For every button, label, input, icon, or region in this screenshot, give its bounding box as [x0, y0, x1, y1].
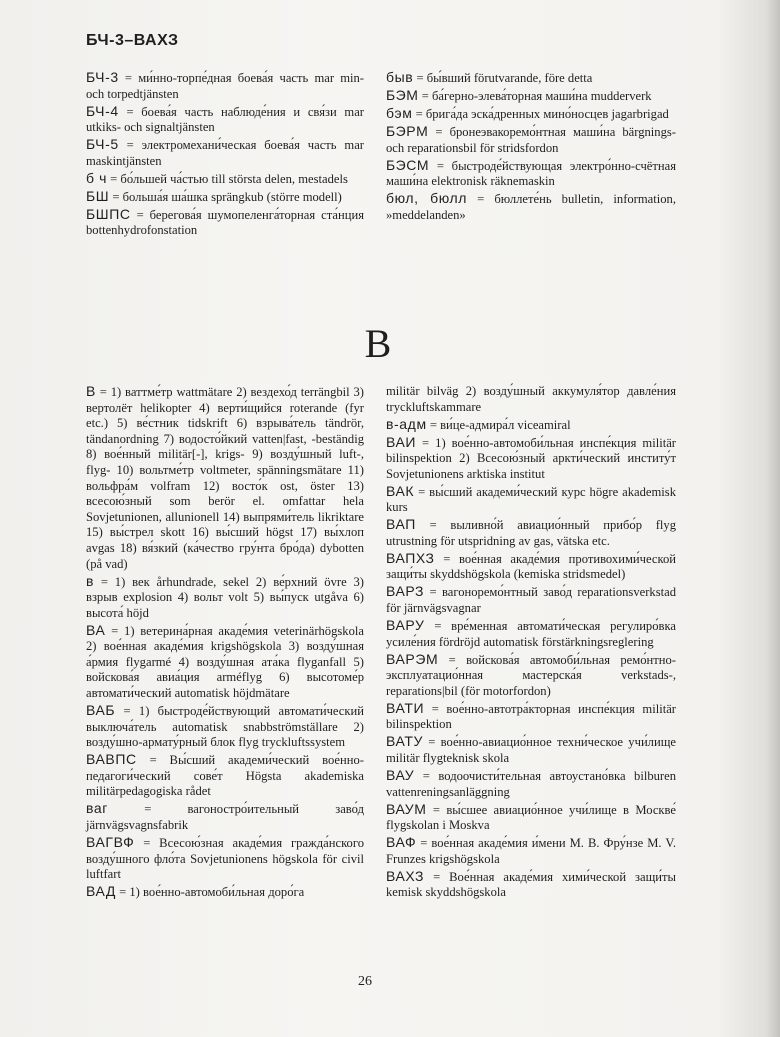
entry-definition: = вре́менная автомати́ческая регулиро́вка усиле́ния fördröjd automatisk förstärkningsreglering	[386, 619, 676, 649]
entry-definition: = вое́нная акаде́мия и́мени М. В. Фру́нзе M. V. Frunzes krigshögskola	[386, 836, 676, 866]
entry-definition: = вагоноремо́нтный заво́д reparationsverkstad för järnvägsvagnar	[386, 585, 676, 616]
entry-definition: = водоочисти́тельная автоустано́вка bilburen vattenreningsanläggning	[386, 768, 676, 799]
entry-headword: БЧ-4	[86, 102, 119, 119]
entry-headword: В	[86, 383, 96, 399]
entry-definition: = Всесою́зная акаде́мия гражда́нского возду́шного фло́та Sovjetunionens högskola för civil luftfart	[86, 835, 364, 882]
entry-headword: ВАУ	[386, 766, 415, 783]
entry-headword: БЭРМ	[386, 122, 429, 139]
dictionary-entry	[86, 801, 364, 833]
entry-headword: ВАУМ	[386, 800, 427, 817]
entry-definition: = Вы́сший академи́ческий вое́нно-педагоги́ческий сове́т Högsta akademiska militärpedagogiska rådet	[86, 753, 364, 799]
running-head: БЧ-3–ВАХЗ	[86, 32, 179, 49]
entry-definition: = ми́нно-торпе́дная боева́я часть mar min- och torpedtjänsten	[86, 71, 364, 101]
entry-definition: = ви́це-адмира́л viceamiral	[426, 417, 571, 432]
entry-definition: = вы́сшее авиацио́нное учи́лище в Москве́ flygskolan i Moskva	[386, 802, 676, 833]
entry-headword: ВАРЭМ	[386, 650, 439, 667]
dictionary-entry	[386, 835, 676, 867]
entry-definition: = вагоностро́ительный заво́д järnvägsvagnsfabrik	[86, 802, 364, 832]
entry-headword: ВАБ	[86, 702, 116, 719]
entry-headword: ВАТИ	[386, 699, 425, 716]
entry-headword: б ч	[86, 169, 108, 186]
entry-headword: ВАФ	[386, 834, 417, 851]
dictionary-entry	[386, 158, 676, 190]
dictionary-entry	[386, 802, 676, 834]
entry-headword: БШПС	[86, 205, 131, 222]
entry-definition: = Вое́нная акаде́мия хими́ческой защи́ты kemisk skyddshögskola	[386, 869, 676, 900]
column-bottom-left	[86, 384, 364, 902]
entry-definition: = брига́да эска́дренных мино́носцев jagarbrigad	[412, 106, 669, 121]
dictionary-entry	[386, 701, 676, 733]
entry-definition: = вы́сший академи́ческий курс högre akademisk kurs	[386, 484, 676, 515]
entry-headword: БЭМ	[386, 86, 419, 103]
dictionary-entry	[386, 124, 676, 156]
entry-definition: = вое́нная акаде́мия противохими́ческой защи́ты skyddshögskola (kemiska stridsmedel)	[386, 551, 676, 582]
column-bottom-right	[386, 384, 676, 902]
dictionary-entry	[86, 104, 364, 136]
dictionary-entry	[86, 835, 364, 883]
entry-headword: ВАРЗ	[386, 583, 425, 600]
dictionary-entry	[86, 137, 364, 169]
dictionary-entry	[386, 734, 676, 766]
dictionary-entry	[86, 189, 364, 206]
entry-definition: = электромехани́ческая боева́я часть mar maskintjänsten	[86, 138, 364, 168]
entry-definition: = вое́нно-автотра́кторная инспе́кция militär bilinspektion	[386, 701, 676, 732]
entry-definition: = больша́я ша́шка sprängkub (större modell)	[109, 189, 342, 204]
page-number: 26	[358, 974, 372, 989]
dictionary-entry	[86, 884, 364, 901]
entry-definition: = вое́нно-авиацио́нное техни́ческое учи́лище militär flygteknisk skola	[386, 735, 676, 765]
entry-headword: ВАИ	[386, 433, 417, 450]
entry-headword: БШ	[86, 187, 110, 204]
dictionary-entry	[86, 703, 364, 751]
entry-headword: бюл, бюлл	[386, 190, 468, 207]
entry-headword: БЧ-5	[86, 136, 119, 153]
dictionary-entry	[386, 869, 676, 901]
dictionary-entry	[86, 207, 364, 239]
entry-definition: = 1) вое́нно-автомоби́льная инспе́кция militär bilinspektion 2) Всесою́зный аркти́ческий институ́т Sovjetunionens arktiska institut	[386, 435, 676, 481]
entry-definition: = быстроде́йствующая электро́нно-счётная маши́на elektronisk räknemaskin	[386, 158, 676, 189]
entry-definition: militär bilväg 2) возду́шный аккумуля́тор давле́ния tryckluftskammare	[386, 384, 676, 414]
entry-definition: = бюллете́нь bulletin, information, »meddelanden»	[386, 192, 677, 222]
entry-headword: ваг	[86, 800, 108, 817]
dictionary-entry	[386, 484, 676, 516]
entry-definition: = ба́герно-элева́торная маши́на mudderverk	[418, 88, 652, 103]
entry-headword: БЭСМ	[386, 156, 430, 173]
dictionary-entry	[386, 435, 676, 483]
dictionary-entry	[86, 623, 364, 702]
dictionary-entry	[386, 384, 676, 415]
entry-headword: ВАРУ	[386, 617, 425, 634]
dictionary-entry	[386, 652, 676, 700]
dictionary-entry	[86, 171, 364, 188]
dictionary-entry	[86, 752, 364, 800]
entry-definition: = боева́я часть наблюде́ния и свя́зи mar utkiks- och signaltjänsten	[86, 104, 364, 135]
entry-definition: = 1) вое́нно-автомоби́льная доро́га	[115, 885, 305, 900]
entry-headword: ВАТУ	[386, 733, 423, 750]
entry-definition: = выливно́й авиацио́нный прибо́р flyg utrustning för utspridning av gas, vätska etc.	[386, 518, 676, 548]
entry-headword: в-адм	[386, 415, 427, 432]
entry-headword: ВАП	[386, 516, 416, 533]
column-top-left	[86, 70, 364, 240]
entry-headword: ВАВПС	[86, 751, 137, 768]
entry-headword: бэм	[386, 104, 413, 121]
dictionary-entry	[386, 70, 676, 87]
column-top-right	[386, 70, 676, 225]
entry-definition: = бронеэвакоремо́нтная маши́на bärgnings- och reparationsbil för stridsfordon	[386, 124, 676, 155]
entry-definition: = берегова́я шумопеленга́торная ста́нция bottenhydrofonstation	[86, 207, 364, 238]
section-letter: В	[364, 321, 392, 366]
entry-headword: БЧ-3	[86, 69, 119, 85]
entry-headword: ВАГВФ	[86, 833, 135, 850]
dictionary-entry	[386, 551, 676, 583]
dictionary-entry	[386, 191, 676, 223]
entry-definition: = бо́льшей ча́стью till största delen, mestadels	[107, 171, 348, 186]
dictionary-entry	[386, 88, 676, 105]
entry-definition: = бы́вший förutvarande, före detta	[413, 71, 593, 85]
dictionary-entry	[386, 618, 676, 650]
entry-headword: ВАД	[86, 883, 116, 900]
entry-headword: ВАПХЗ	[386, 549, 435, 566]
entry-headword: ВА	[86, 621, 106, 638]
entry-headword: в	[86, 572, 95, 589]
dictionary-entry	[386, 517, 676, 549]
entry-definition: = 1) ваттме́тр wattmätare 2) вездехо́д terrängbil 3) вертолёт helikopter 4) верти́щийся roterande (fyr etc.) 5) ве́стник tidskrift 6) взрыва́тель tändrör, tändanordning 7) водосто́йкий vatten|fast, -beständig 8) вое́нный militär[-], krigs- 9) возду́шный luft-, flyg- 10) вольтме́тр voltmeter, spänningsmätare 11) вольфра́м volfram 12) восто́к ost, öster 13) всесою́зный som berör el. omfattar hela Sovjetunionen, allunionell 14) выпрями́тель likriktare 15) вы́стрел skott 16) вы́сший högst 17) вы́хлоп avgas 18) вя́зкий (ка́чество гру́нта бро́да) dybotten (på vad)	[86, 385, 364, 571]
entry-definition: = 1) век århundrade, sekel 2) ве́рхний övre 3) взрыв explosion 4) вольт volt 5) вы́пуск utgåva 6) высота́ höjd	[86, 574, 364, 620]
dictionary-entry	[86, 574, 364, 622]
dictionary-entry	[86, 70, 364, 102]
dictionary-entry	[86, 384, 364, 572]
entry-headword: ВАК	[386, 482, 415, 499]
entry-headword: быв	[386, 69, 414, 85]
dictionary-entry	[386, 417, 676, 434]
entry-headword: ВАХЗ	[386, 867, 425, 884]
entry-definition: = войскова́я автомоби́льная ремо́нтно-эксплуатацио́нная мастерска́я verkstads-, reparations|bil (för motorfordon)	[386, 652, 676, 698]
entry-definition: = 1) быстроде́йствующий автомати́ческий выключа́тель automatisk snabbströmställare 2) возду́шно-армату́рный блок flyg tryckluftssystem	[86, 704, 364, 750]
dictionary-entry	[386, 106, 676, 123]
page-edge-shadow	[766, 0, 780, 1037]
dictionary-entry	[386, 768, 676, 800]
entry-definition: = 1) ветерина́рная акаде́мия veterinärhögskola 2) вое́нная акаде́мия krigshögskola 3) возду́шная а́рмия flygarmé 4) возду́шная ата́ка flyganfall 5) войскова́я авиа́ция arméflyg 6) высотоме́р автомати́ческий automatisk höjdmätare	[86, 623, 364, 701]
dictionary-entry	[386, 584, 676, 616]
